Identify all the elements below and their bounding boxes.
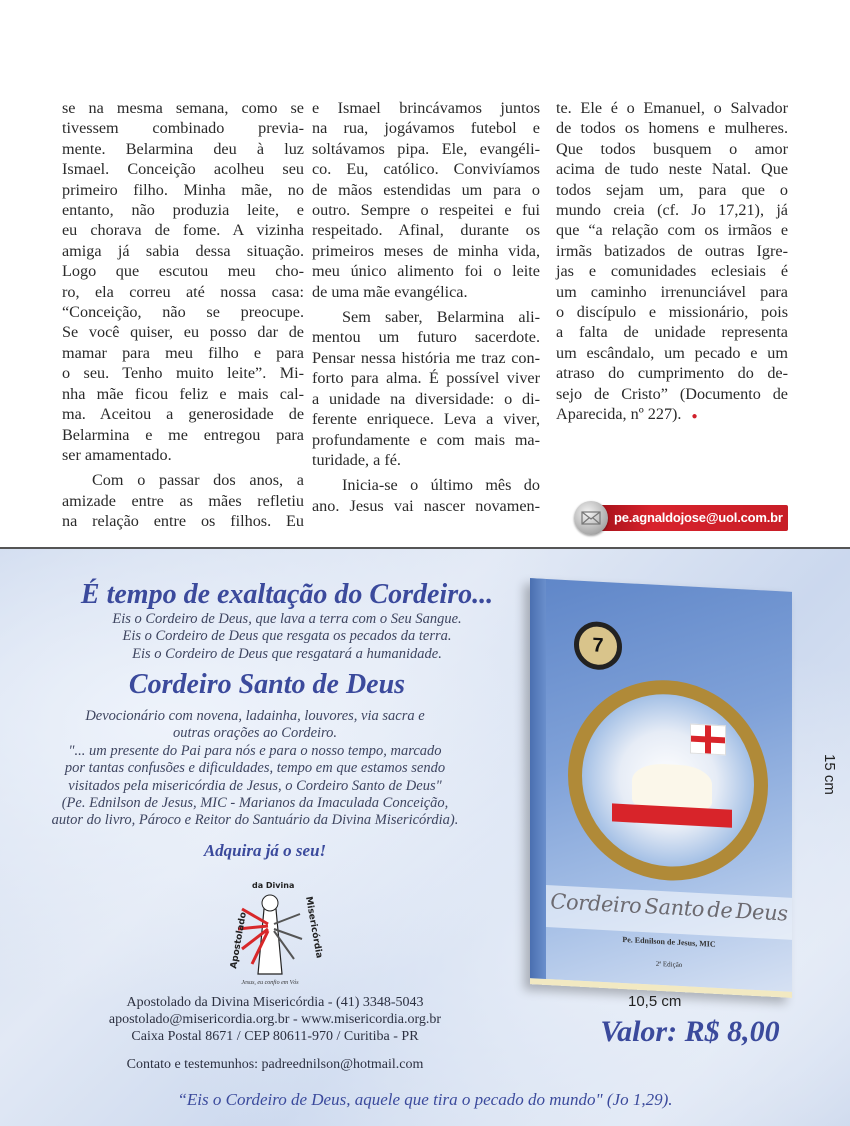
- ad-headline: É tempo de exaltação do Cordeiro...: [80, 579, 494, 610]
- description-line: por tantas confusões e dificuldades, tempo em que estamos sendo: [64, 760, 446, 777]
- end-of-article-icon: ●: [691, 411, 698, 423]
- book-badge: 7: [574, 620, 622, 671]
- article-paragraph: [62, 98, 304, 465]
- book-cover-title: Cordeiro Santo de Deus: [550, 889, 788, 926]
- text-line: irmãs batizados de outras Igre-: [556, 241, 788, 260]
- text-line: atraso do cumprimento do de-: [556, 364, 788, 383]
- text-line: e Ismael brincávamos juntos: [312, 99, 540, 117]
- text-line: ser amamentado.: [62, 445, 172, 464]
- book-spine: [530, 578, 546, 979]
- ad-cta: Adquira já o seu!: [203, 841, 327, 860]
- ad-intro: [57, 611, 517, 663]
- article-column-1: [62, 98, 304, 532]
- article-column-3: [556, 98, 788, 428]
- book-cover-image: [530, 578, 792, 998]
- contact-address: Caixa Postal 8671 / CEP 80611-970 / Curitiba - PR: [131, 1029, 419, 1044]
- description-line: "... um presente do Pai para nós e para o nosso tempo, marcado: [68, 742, 442, 759]
- text-line: respeitado. Afinal, durante os: [312, 221, 540, 240]
- description-line: Devocionário com novena, ladainha, louvores, via sacra e: [85, 708, 425, 724]
- text-line: meu único alimento foi o leite: [312, 262, 540, 281]
- intro-line: Eis o Cordeiro de Deus que resgata os pecados da terra.: [122, 628, 452, 645]
- contact-phone: Apostolado da Divina Misericórdia - (41) 3348-5043: [126, 995, 424, 1010]
- text-line: primeiros meses de minha vida,: [312, 241, 540, 260]
- text-line: acima de tudo neste Natal. Que: [556, 160, 788, 179]
- text-line: na rua, jogávamos futebol e: [312, 119, 540, 138]
- footer-quote: “Eis o Cordeiro de Deus, aquele que tira o pecado do mundo" (Jo 1,29).: [177, 1090, 673, 1109]
- text-line: Belarmina e me entregou para: [62, 425, 304, 444]
- text-line: amiga já sabia dessa situação.: [62, 241, 304, 260]
- ad-description: [0, 708, 510, 830]
- text-line: co. Eu, católico. Convivíamos: [312, 160, 540, 179]
- contact-info: [80, 994, 470, 1045]
- text-line: de mãos estendidas um para o: [312, 180, 540, 199]
- text-line: te. Ele é o Emanuel, o Salvador: [556, 99, 788, 117]
- text-line: Com o passar dos anos, a: [92, 471, 304, 490]
- text-line: mamar para meu filho e para: [62, 343, 304, 362]
- text-line: mundo creia (cf. Jo 17,21), já: [556, 201, 788, 220]
- text-line: nha mãe ficou feliz e mais cal-: [62, 384, 304, 403]
- intro-line: Eis o Cordeiro de Deus, que lava a terra com o Seu Sangue.: [112, 611, 462, 627]
- text-line: jas e comunidades eclesiais é: [556, 262, 788, 281]
- text-line: ferente enriquece. Leva a viver,: [312, 410, 540, 429]
- width-dimension: 10,5 cm: [628, 993, 682, 1010]
- lamb-medallion: [568, 675, 768, 885]
- text-line: ro, ela correu até nossa casa:: [62, 282, 304, 301]
- text-line: todos sejam um, para que o: [556, 180, 788, 199]
- text-line: se na mesma semana, como se: [62, 99, 304, 117]
- height-dimension: 15 cm: [821, 754, 838, 795]
- text-line: outro. Sempre o respeitei e fui: [312, 201, 540, 220]
- text-line: Sem saber, Belarmina ali-: [342, 308, 540, 327]
- text-line: o discípulo e missionário, pois: [556, 303, 788, 322]
- author-email[interactable]: pe.agnaldojose@uol.com.br: [614, 510, 783, 525]
- text-line: forto para alma. É possível viver: [312, 369, 540, 388]
- description-line: outras orações ao Cordeiro.: [172, 725, 338, 742]
- text-line: soltávamos pipa. Ele, evangéli-: [312, 139, 540, 158]
- intro-line: Eis o Cordeiro de Deus que resgatará a humanidade.: [132, 645, 442, 662]
- text-line: “Conceição, não se preocupe.: [62, 303, 304, 322]
- description-line: (Pe. Ednilson de Jesus, MIC - Marianos da Imaculada Conceição,: [61, 795, 449, 812]
- book-cover-edition: 2ª Edição: [655, 959, 683, 970]
- text-line: Que todos busquem o amor: [556, 139, 788, 158]
- text-line: ma. Aceitou a generosidade de: [62, 405, 304, 424]
- text-line: o seu. Tenho muito leite”. Mi-: [62, 364, 304, 383]
- text-line: Inicia-se o último mês do: [342, 476, 540, 495]
- svg-text:da Divina: da Divina: [252, 881, 295, 890]
- logo-tagline: Jesus, eu confio em Vós: [241, 980, 299, 986]
- price: Valor: R$ 8,00: [600, 1015, 780, 1048]
- text-line: sejo de Cristo” (Documento de: [556, 384, 788, 403]
- text-line: amizade entre as mães refletiu: [62, 491, 304, 510]
- article-column-2: [312, 98, 540, 516]
- author-email-badge[interactable]: [574, 501, 788, 535]
- text-line: Ismael. Conceição acolheu seu: [62, 160, 304, 179]
- svg-text:Apostolado: Apostolado: [229, 911, 249, 970]
- text-line: Pensar nessa história me traz con-: [312, 348, 540, 367]
- description-line: visitados pela misericórdia de Jesus, o Cordeiro Santo de Deus": [68, 777, 442, 794]
- testimonials-contact[interactable]: Contato e testemunhos: padreednilson@hotmail.com: [126, 1057, 424, 1072]
- text-line: eu chorava de fome. A vizinha: [62, 221, 304, 240]
- text-line: na relação entre os filhos. Eu: [62, 512, 304, 531]
- text-line: mente. Belarmina deu à luz: [62, 139, 304, 158]
- article-paragraph: [312, 98, 540, 302]
- text-line: Se você quiser, eu posso dar de: [62, 323, 304, 342]
- text-line: que “a relação com os irmãos e: [556, 221, 788, 240]
- article-paragraph: [312, 307, 540, 470]
- text-line: turidade, a fé.: [312, 450, 401, 469]
- text-line: entanto, não produzia leite, e: [62, 201, 304, 220]
- cross-flag-icon: [690, 724, 726, 756]
- description-line: autor do livro, Pároco e Reitor do Santuário da Divina Misericórdia).: [51, 812, 459, 829]
- article-paragraph: [312, 475, 540, 516]
- envelope-icon: [574, 501, 608, 535]
- text-line: ano. Jesus vai nascer novamen-: [312, 496, 540, 515]
- text-line: primeiro filho. Minha mãe, no: [62, 180, 304, 199]
- svg-text:Misericórdia: Misericórdia: [303, 895, 324, 960]
- text-line: de uma mãe evangélica.: [312, 282, 468, 301]
- book-cover-author: Pe. Ednilson de Jesus, MIC: [622, 934, 716, 949]
- article-paragraph: [62, 470, 304, 531]
- text-line: de todos os homens e mulheres.: [556, 119, 788, 138]
- ad-book-title: Cordeiro Santo de Deus: [128, 669, 406, 700]
- altar-icon: [612, 803, 732, 827]
- text-line: profundamente e com mais ma-: [312, 430, 540, 449]
- article-paragraph: [556, 98, 788, 428]
- book-advertisement: [0, 549, 850, 1126]
- text-line: Logo que escutou meu cho-: [62, 262, 304, 281]
- contact-email-website[interactable]: apostolado@misericordia.org.br - www.misericordia.org.br: [108, 1012, 442, 1027]
- text-line: a unidade na diversidade: o di-: [312, 389, 540, 408]
- text-line: Aparecida, nº 227). ●: [556, 405, 698, 424]
- text-line: a falta de unidade representa: [556, 323, 788, 342]
- text-line: tivessem combinado previa-: [62, 119, 304, 138]
- text-line: um caminho irrenunciável para: [556, 282, 788, 301]
- apostolado-logo: [222, 879, 324, 989]
- text-line: um escândalo, um pecado e um: [556, 343, 788, 362]
- text-line: mentou um futuro sacerdote.: [312, 328, 540, 347]
